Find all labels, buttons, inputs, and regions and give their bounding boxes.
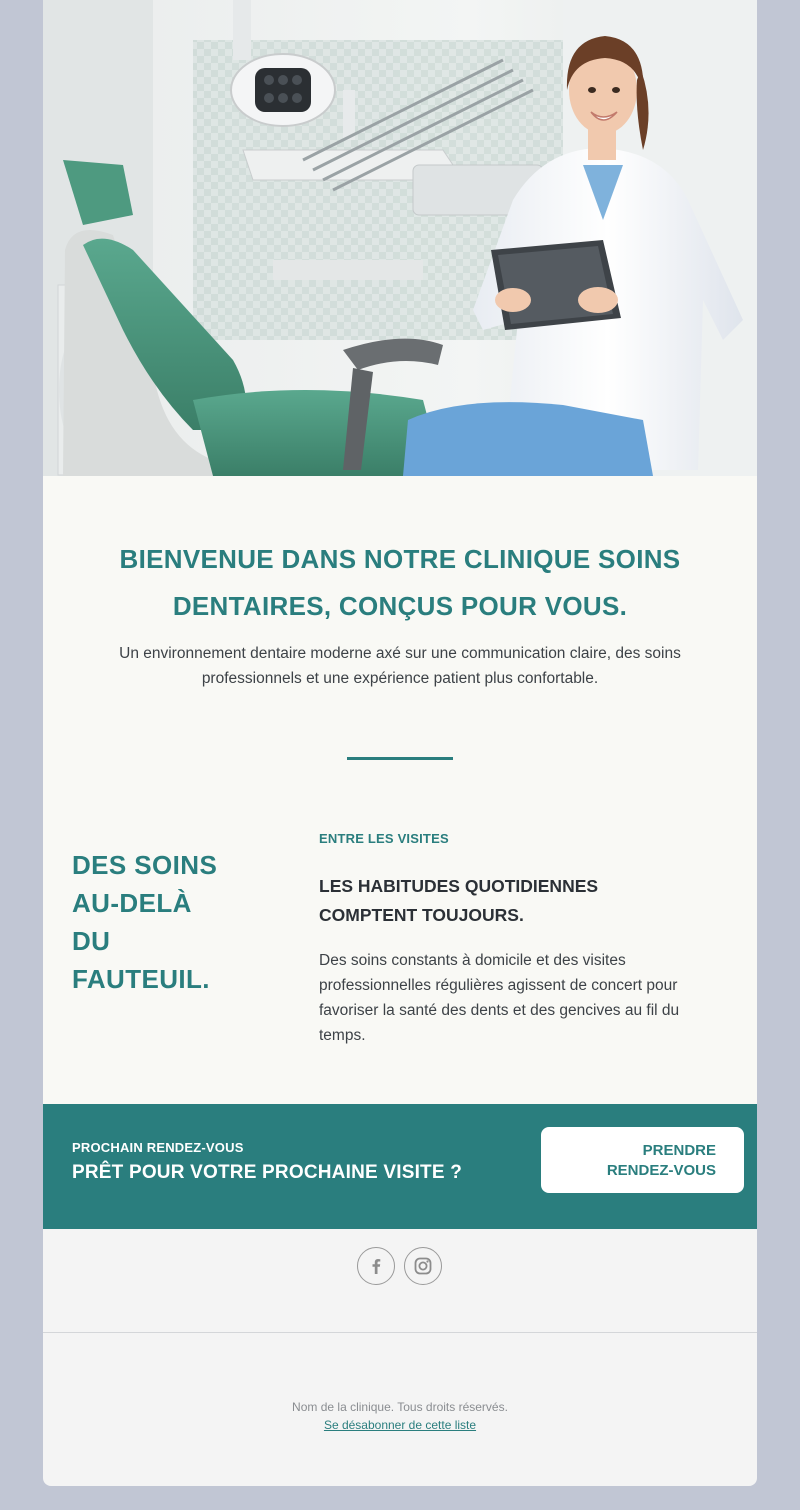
book-button-line: PRENDRE [642, 1142, 716, 1159]
social-links [43, 1229, 757, 1333]
care-heading [72, 846, 272, 998]
appointment-banner [43, 1104, 757, 1229]
welcome-title: BIENVENUE DANS NOTRE CLINIQUE SOINS DENTAIRES, CONÇUS POUR VOUS. [119, 544, 681, 621]
care-eyebrow: ENTRE LES VISITES [319, 831, 449, 846]
unsubscribe-link[interactable]: Se désabonner de cette liste [323, 1418, 477, 1432]
habits-description: Des soins constants à domicile et des visites professionnelles régulières agissent de concert pour favoriser la santé des dents et des gencives au fil du temps. [319, 952, 680, 1044]
footer [43, 1334, 757, 1486]
hero-image [43, 0, 757, 476]
appointment-title: PRÊT POUR VOTRE PROCHAINE VISITE ? [72, 1162, 463, 1183]
book-appointment-button[interactable] [541, 1127, 744, 1193]
welcome-section [43, 476, 757, 1104]
email-card [43, 0, 757, 1486]
care-heading-line: FAUTEUIL. [72, 964, 210, 994]
welcome-description: Un environnement dentaire moderne axé sur une communication claire, des soins professionnels et une expérience patient plus confortable. [119, 645, 681, 687]
section-divider [347, 757, 453, 760]
care-heading-line: AU-DELÀ [72, 888, 192, 918]
care-heading-line: DU [72, 926, 111, 956]
care-heading-line: DES SOINS [72, 850, 218, 880]
instagram-icon[interactable] [404, 1247, 442, 1285]
copyright-text: Nom de la clinique. Tous droits réservés. [292, 1400, 508, 1414]
appointment-eyebrow: PROCHAIN RENDEZ-VOUS [72, 1140, 244, 1155]
facebook-icon[interactable] [357, 1247, 395, 1285]
book-button-line: RENDEZ-VOUS [606, 1162, 716, 1179]
habits-title: LES HABITUDES QUOTIDIENNES COMPTENT TOUJOURS. [319, 876, 599, 925]
